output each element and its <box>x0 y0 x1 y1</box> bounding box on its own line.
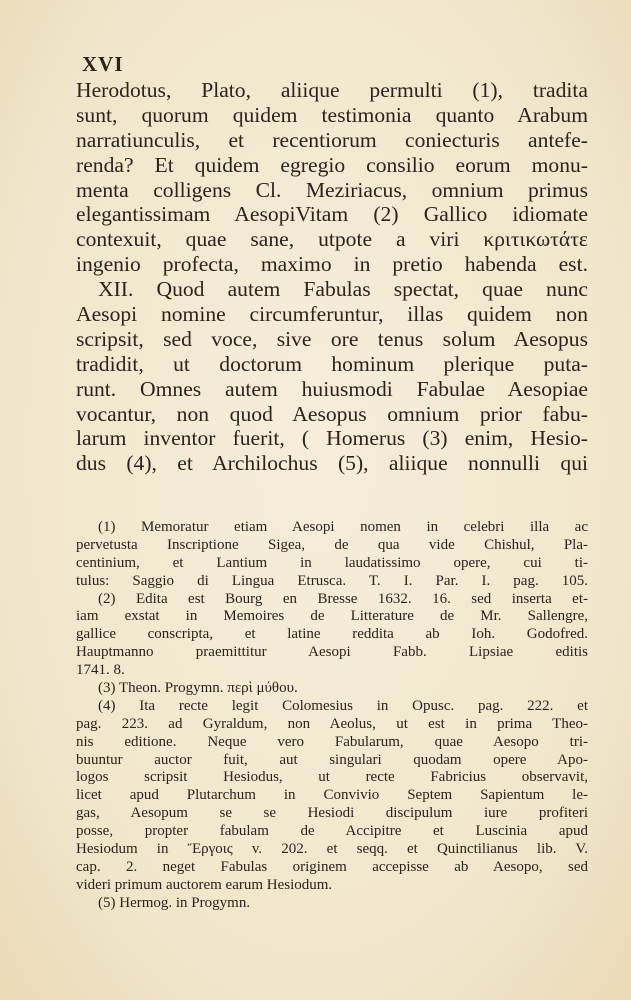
footnote-line: pervetusta Inscriptione Sigea, de qua vide Chishul, Pla- <box>76 536 588 553</box>
footnote-line: buuntur auctor fuit, aut singulari quodam opere Apo- <box>76 751 588 768</box>
footnote-line: cap. 2. neget Fabulas originem accepisse ab Aesopo, sed <box>76 858 588 875</box>
main-text-line: contexuit, quae sane, utpote a viri κριτικωτάτε <box>76 227 588 252</box>
footnotes-block <box>76 519 588 913</box>
footnote-line: gas, Aesopum se se Hesiodi discipulum iure profiteri <box>76 805 588 822</box>
footnote-line: centinium, et Lantium in laudatissimo opere, cui ti- <box>76 554 588 571</box>
footnote-line: nis editione. Neque vero Fabularum, quae Aesopo tri- <box>76 733 588 750</box>
footnote-line: logos scripsit Hesiodus, ut recte Fabricius observavit, <box>76 769 588 786</box>
footnote-line: gallice conscripta, et latine reddita ab Ioh. Godofred. <box>76 626 588 643</box>
section-heading-line: XII. Quod autem Fabulas spectat, quae nunc <box>98 277 588 302</box>
main-text-line: narratiunculis, et recentiorum coniecturis antefe- <box>76 127 588 152</box>
main-text-block <box>76 78 588 476</box>
main-text-line: elegantissimam AesopiVitam (2) Gallico idiomate <box>76 202 588 227</box>
main-text-line: ingenio profecta, maximo in pretio habenda est. <box>76 252 588 277</box>
main-text-line: scripsit, sed voce, sive ore tenus solum Aesopus <box>76 326 588 351</box>
footnote-line: posse, propter fabulam de Accipitre et Luscinia apud <box>76 823 588 840</box>
footnote-line: (1) Memoratur etiam Aesopi nomen in celebri illa ac <box>98 519 588 535</box>
footnote-line: licet apud Plutarchum in Convivio Septem Sapientum le- <box>76 787 588 804</box>
main-text-line: larum inventor fuerit, ( Homerus (3) enim, Hesio- <box>76 426 588 451</box>
main-text-line: Aesopi nomine circumferuntur, illas quidem non <box>76 302 588 327</box>
footnote-line: Hauptmanno praemittitur Aesopi Fabb. Lipsiae editis <box>76 644 588 661</box>
main-text-line: Herodotus, Plato, aliique permulti (1), tradita <box>76 78 588 102</box>
main-text-line: tradidit, ut doctorum hominum plerique puta- <box>76 351 588 376</box>
main-text-line: menta colligens Cl. Meziriacus, omnium primus <box>76 177 588 202</box>
page-number: XVI <box>82 52 124 76</box>
footnote-line: Hesiodum in Ἔργοις v. 202. et seqq. et Quinctilianus lib. V. <box>76 841 588 858</box>
footnote-line: (4) Ita recte legit Colomesius in Opusc. pag. 222. et <box>98 697 588 714</box>
footnote-line: (3) Theon. Progymn. περὶ μύθου. <box>98 680 298 697</box>
main-text-line: sunt, quorum quidem testimonia quanto Arabum <box>76 102 588 127</box>
footnote-line: pag. 223. ad Gyraldum, non Aeolus, ut est in prima Theo- <box>76 715 588 732</box>
footnote-line: tulus: Saggio di Lingua Etrusca. T. I. Par. I. pag. 105. <box>76 572 588 589</box>
main-text-line: renda? Et quidem egregio consilio eorum monu- <box>76 152 588 177</box>
footnote-line: videri primum auctorem earum Hesiodum. <box>76 876 333 893</box>
footnote-line: (2) Edita est Bourg en Bresse 1632. 16. sed inserta et- <box>98 590 588 607</box>
main-text-line: runt. Omnes autem huiusmodi Fabulae Aesopiae <box>76 376 588 401</box>
main-text-line: dus (4), et Archilochus (5), aliique nonnulli qui <box>76 451 588 476</box>
main-text-line: vocantur, non quod Aesopus omnium prior fabu- <box>76 401 588 426</box>
footnote-line: iam exstat in Memoires de Litterature de Mr. Sallengre, <box>76 608 588 625</box>
footnote-line: (5) Hermog. in Progymn. <box>98 894 251 911</box>
footnote-line: 1741. 8. <box>76 662 125 679</box>
